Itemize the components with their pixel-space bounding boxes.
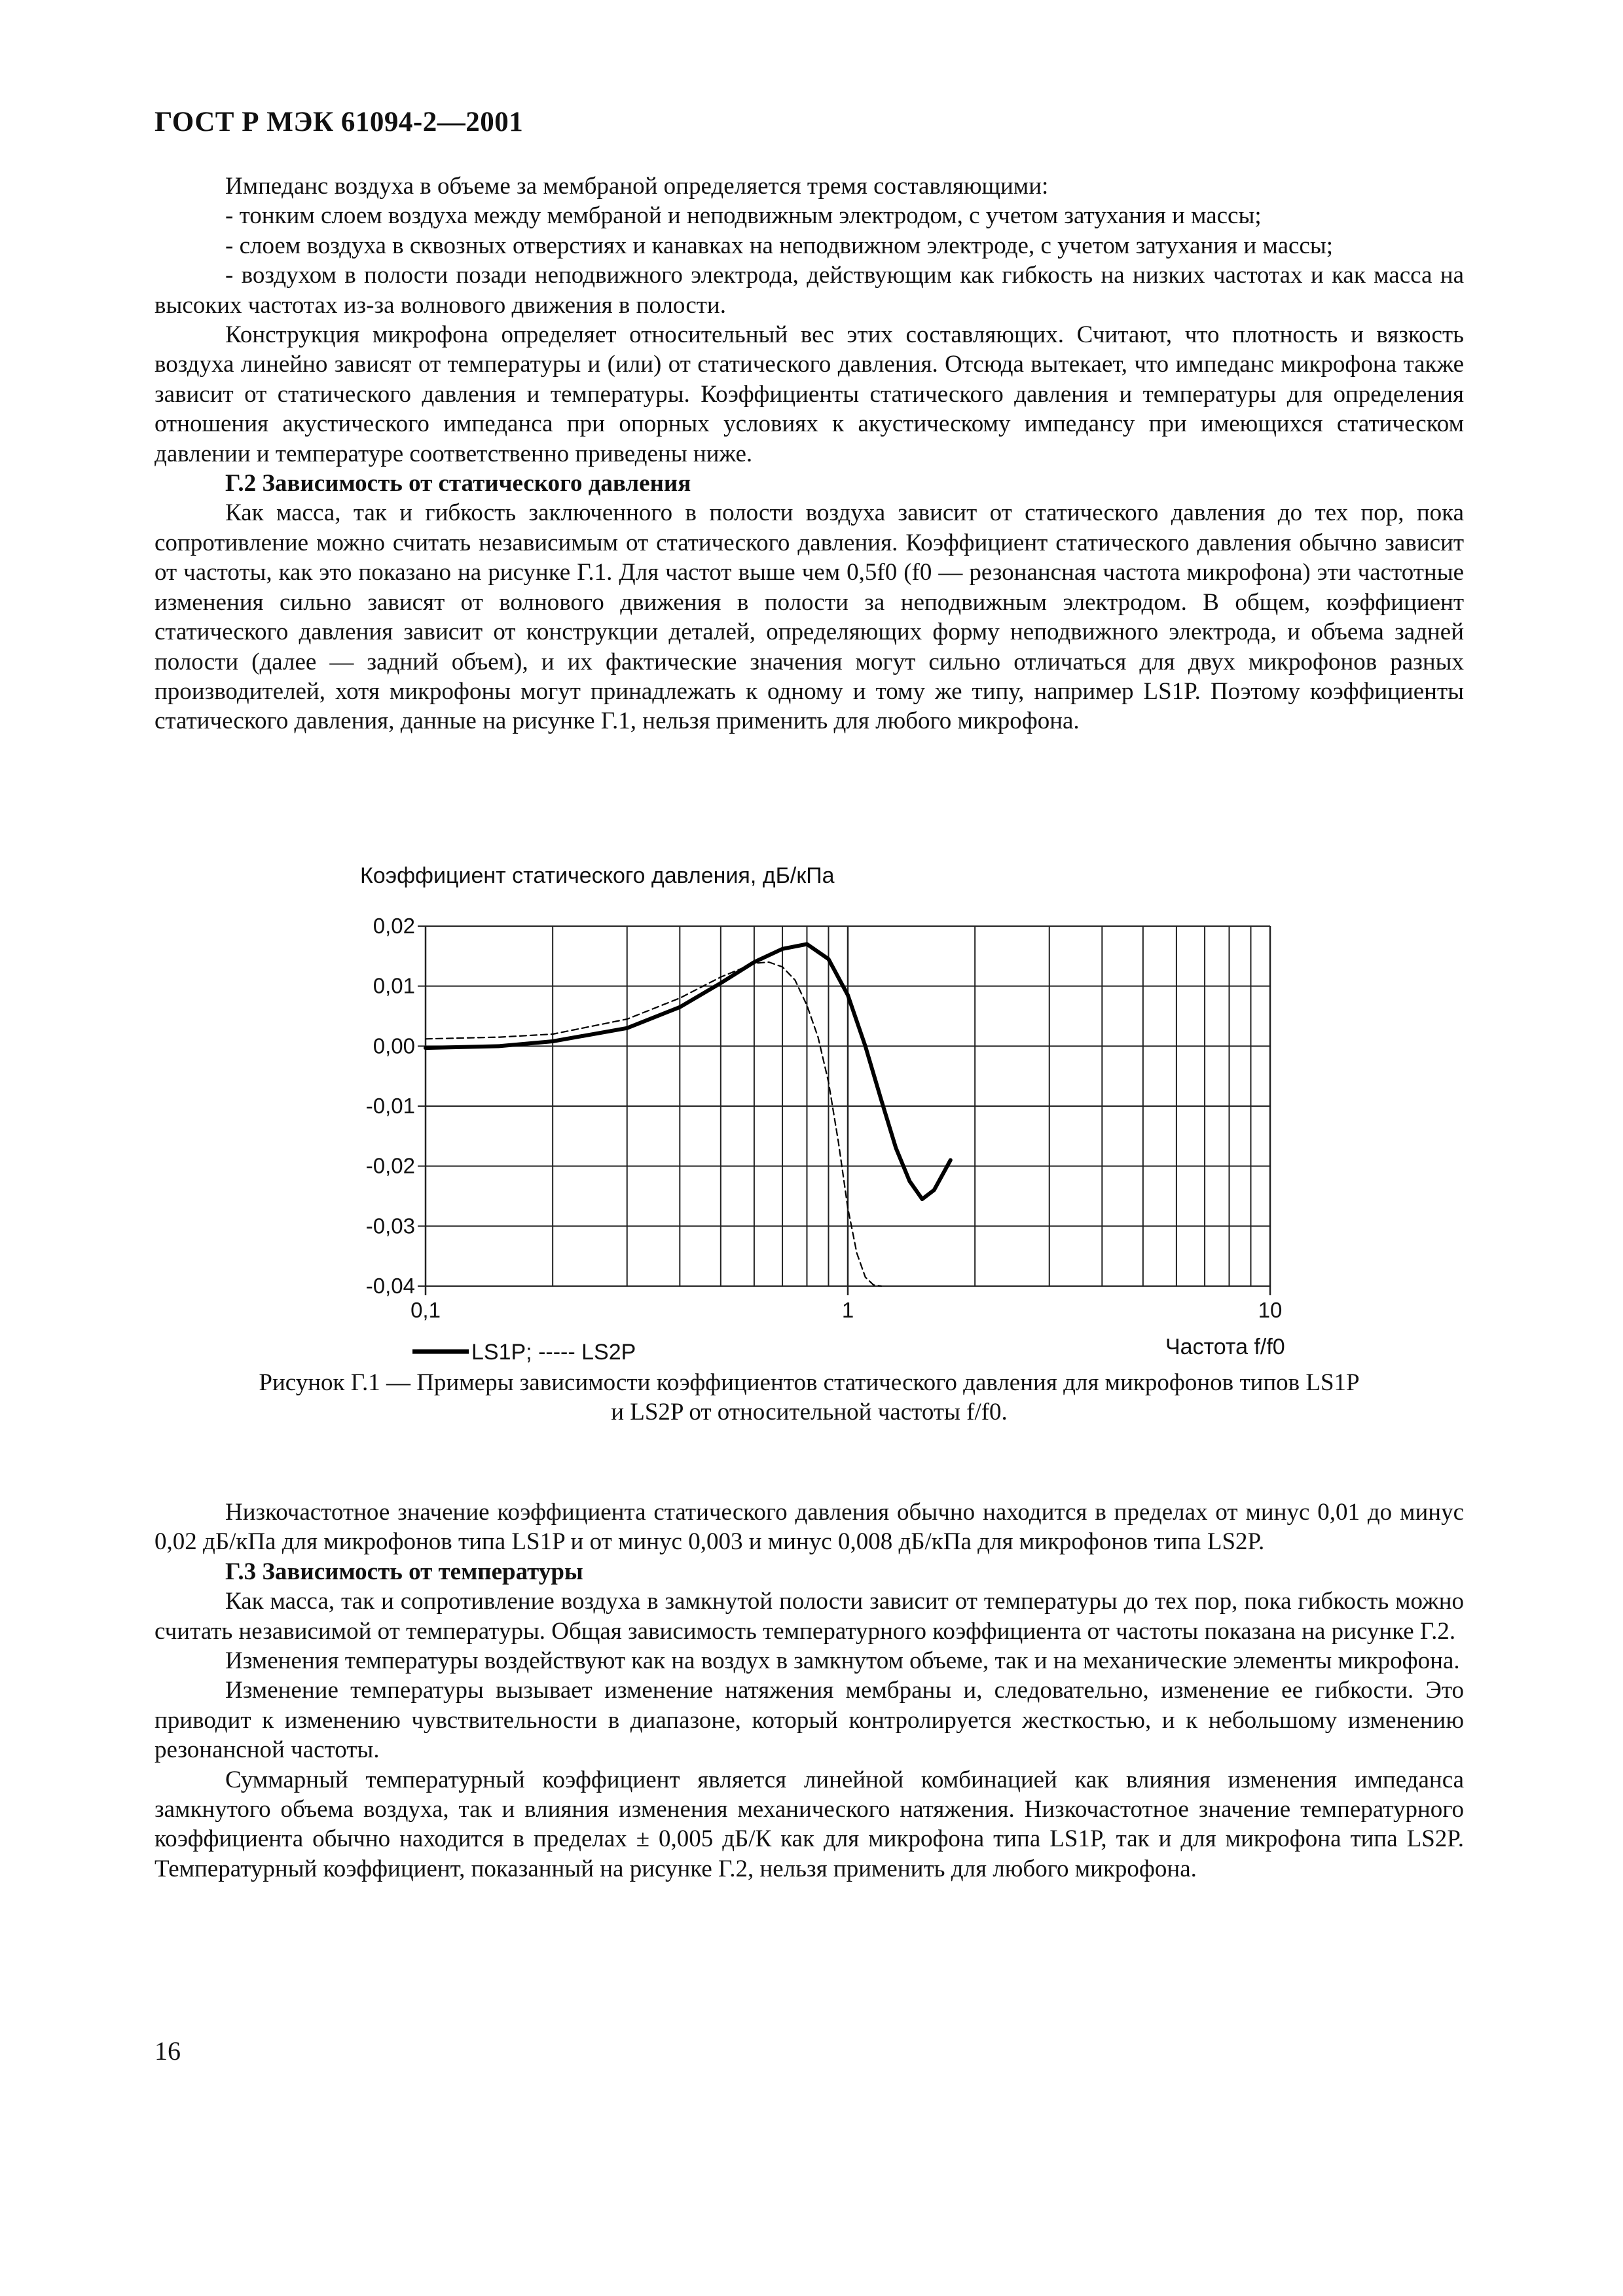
section-heading: Г.3 Зависимость от температуры	[225, 1558, 583, 1585]
chart-lines	[426, 944, 951, 1287]
figure-caption	[155, 1368, 1464, 1427]
body-text-top	[155, 171, 1464, 736]
caption-line-1: Рисунок Г.1 — Примеры зависимости коэффициентов статического давления для микрофонов типов LS1P	[259, 1369, 1360, 1396]
chart-y-ticks	[366, 914, 415, 1298]
y-tick-label: 0,00	[373, 1033, 415, 1058]
paragraph: Суммарный температурный коэффициент является линейной комбинацией как влияния изменения импеданса замкнутого объема воздуха, так и влияния изменения механического натяжения. Низкочастотное значение температурного коэффициента обычно находится в пределах ± 0,005 дБ/К как для микрофона типа LS1P, так и для микрофона типа LS2P. Температурный коэффициент, показанный на рисунке Г.2, нельзя применить для любого микрофона.	[155, 1766, 1464, 1882]
x-tick-label: 0,1	[410, 1298, 441, 1322]
y-tick-label: 0,01	[373, 973, 415, 998]
section-heading: Г.2 Зависимость от статического давления	[225, 470, 691, 497]
chart-xlabel: Частота f/f0	[1165, 1335, 1285, 1359]
paragraph: - слоем воздуха в сквозных отверстиях и канавках на неподвижном электроде, с учетом затухания и массы;	[225, 232, 1333, 259]
x-tick-label: 10	[1258, 1298, 1283, 1322]
paragraph: Как масса, так и сопротивление воздуха в замкнутой полости зависит от температуры до тех пор, пока гибкость можно считать независимой от температуры. Общая зависимость температурного коэффициента от частоты показана на рисунке Г.2.	[155, 1588, 1464, 1645]
paragraph: Конструкция микрофона определяет относительный вес этих составляющих. Считают, что плотность и вязкость воздуха линейно зависят от температуры и (или) от статического давления. Отсюда вытекает, что импеданс микрофона также зависит от статического давления и температуры. Коэффициенты статического давления и температуры для определения отношения акустического импеданса при опорных условиях к акустическому импедансу при имеющихся статическом давлении и температуре соответственно приведены ниже.	[155, 321, 1464, 467]
series-line-ls2p	[426, 962, 881, 1286]
chart-legend: LS1P; ----- LS2P	[471, 1340, 636, 1365]
chart-grid	[418, 926, 1270, 1286]
y-tick-label: -0,04	[365, 1274, 415, 1298]
paragraph: Низкочастотное значение коэффициента статического давления обычно находится в пределах от минус 0,01 до минус 0,02 дБ/кПа для микрофонов типа LS1P и от минус 0,003 и минус 0,008 дБ/кПа для микрофонов типа LS2P.	[155, 1499, 1464, 1556]
paragraph: Изменения температуры воздействуют как на воздух в замкнутом объеме, так и на механические элементы микрофона.	[225, 1647, 1460, 1675]
series-line-ls1p	[426, 944, 951, 1200]
paragraph: Изменение температуры вызывает изменение натяжения мембраны и, следовательно, изменение ее гибкости. Это приводит к изменению чувствительности в диапазоне, который контролируется жесткостью, и к небольшому изменению резонансной частоты.	[155, 1677, 1464, 1764]
paragraph: - тонким слоем воздуха между мембраной и неподвижным электродом, с учетом затухания и массы;	[225, 202, 1262, 230]
x-tick-label: 1	[841, 1298, 854, 1322]
figure-g1	[340, 854, 1322, 1378]
chart-ylabel: Коэффициент статического давления, дБ/кПа	[360, 863, 835, 888]
chart-x-ticks	[410, 1286, 1282, 1322]
paragraph: Импеданс воздуха в объеме за мембраной определяется тремя составляющими:	[225, 173, 1049, 200]
page-number: 16	[155, 2036, 181, 2066]
y-tick-label: -0,02	[365, 1153, 415, 1178]
document-header: ГОСТ Р МЭК 61094-2—2001	[155, 107, 524, 137]
y-tick-label: -0,03	[365, 1213, 415, 1238]
paragraph: Как масса, так и гибкость заключенного в полости воздуха зависит от статического давления до тех пор, пока сопротивление можно считать независимым от статического давления. Коэффициент статического давления обычно зависит от частоты, как это показано на рисунке Г.1. Для частот выше чем 0,5f0 (f0 — резонансная частота микрофона) эти частотные изменения сильно зависят от волнового движения в полости за неподвижным электродом. В общем, коэффициент статического давления зависит от конструкции деталей, определяющих форму неподвижного электрода, и объема задней полости (далее — задний объем), и их фактические значения могут сильно отличаться для двух микрофонов разных производителей, хотя микрофоны могут принадлежать к одному и тому же типу, например LS1P. Поэтому коэффициенты статического давления, данные на рисунке Г.1, нельзя применить для любого микрофона.	[155, 499, 1464, 735]
y-tick-label: -0,01	[365, 1094, 415, 1118]
paragraph: - воздухом в полости позади неподвижного электрода, действующим как гибкость на низких частотах и как масса на высоких частотах из-за волнового движения в полости.	[155, 262, 1464, 319]
static-pressure-chart	[340, 854, 1322, 1378]
caption-line-2: и LS2P от относительной частоты f/f0.	[611, 1399, 1008, 1426]
y-tick-label: 0,02	[373, 914, 415, 938]
body-text-bottom	[155, 1498, 1464, 1884]
